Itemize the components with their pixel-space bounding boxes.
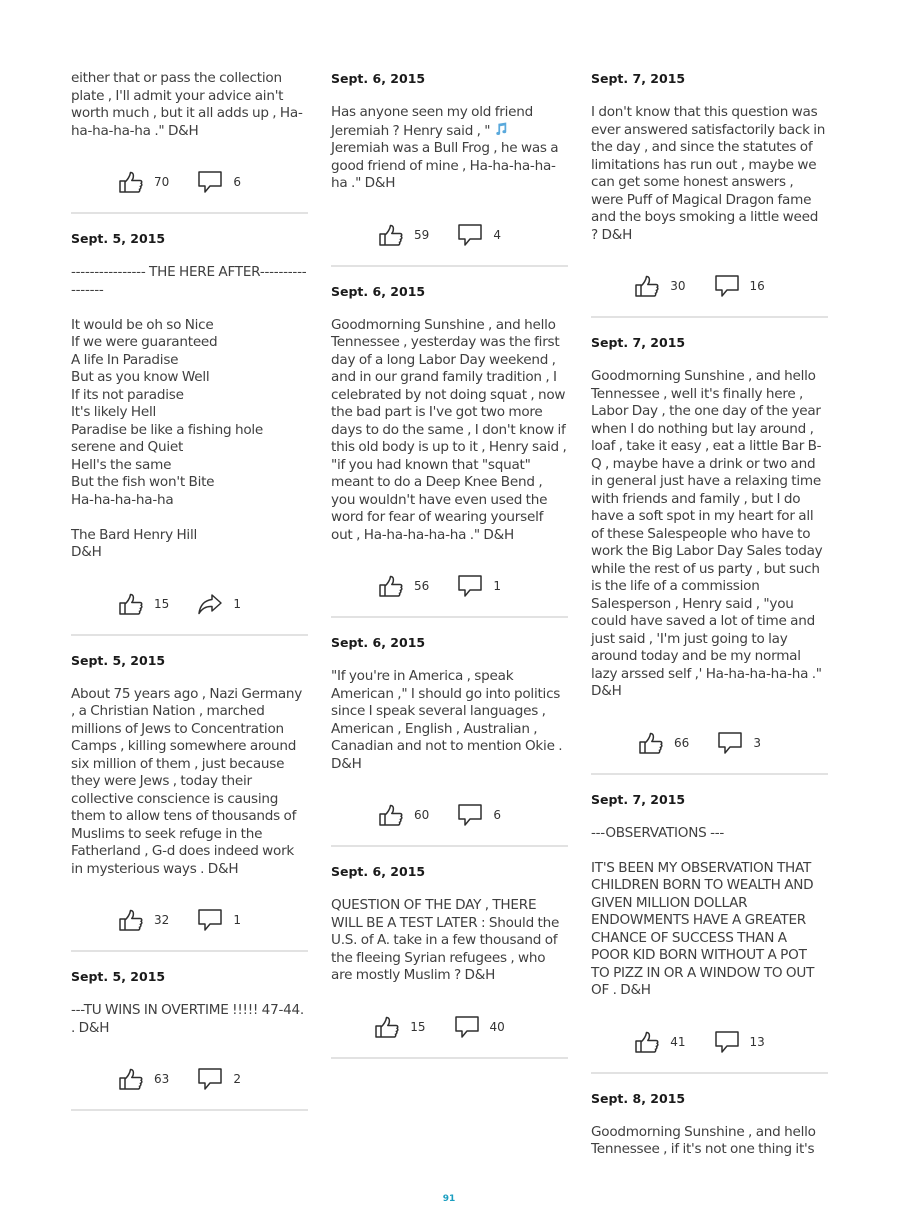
like-button[interactable] (634, 274, 685, 298)
like-count: 15 (154, 596, 170, 611)
thumbs-up-icon (378, 223, 404, 247)
comment-icon (457, 223, 483, 247)
like-button[interactable] (378, 574, 429, 598)
comment-button[interactable] (457, 803, 501, 827)
comment-count: 2 (233, 1072, 241, 1086)
post-body: QUESTION OF THE DAY , THERE WILL BE A TEST LATER : Should the U.S. of A. take in a few thousand of the fleeing Syrian refugees , who are mostly Muslim ? D&H (331, 897, 563, 983)
like-count: 30 (670, 279, 686, 293)
thumbs-up-icon (634, 1030, 660, 1054)
post-body-part: Has anyone seen my old friend Jeremiah ? Henry said , " (331, 104, 537, 139)
post-actions (331, 223, 568, 247)
divider (71, 950, 308, 952)
comment-button[interactable] (454, 1015, 505, 1039)
comment-count: 16 (749, 279, 765, 293)
like-count: 66 (674, 735, 690, 750)
divider (331, 1057, 568, 1059)
post (591, 334, 828, 775)
like-count: 60 (414, 808, 430, 822)
post-body (331, 104, 568, 193)
post-body: I don't know that this question was ever answered satisfactorily back in the day , and since the statutes of limitations has run out , maybe we can get some honest answers , were Puff of Magical Dragon fame and the boys smoking a little weed ? D&H (591, 104, 829, 243)
like-count: 70 (154, 175, 170, 189)
post-body: Goodmorning Sunshine , and hello Tennessee , if it's not one thing it's (591, 1123, 820, 1157)
like-button[interactable] (378, 223, 429, 247)
comment-count: 3 (753, 735, 761, 750)
thumbs-up-icon (374, 1015, 400, 1039)
post-actions (591, 1030, 828, 1054)
comment-icon (197, 908, 223, 932)
comment-button[interactable] (197, 170, 241, 194)
post (591, 70, 828, 318)
divider (331, 265, 568, 267)
like-button[interactable] (118, 592, 169, 616)
post-date: Sept. 7, 2015 (591, 791, 686, 807)
divider (591, 316, 828, 318)
like-button[interactable] (634, 1030, 685, 1054)
post (331, 70, 568, 267)
post (71, 70, 308, 214)
thumbs-up-icon (378, 574, 404, 598)
post (331, 863, 568, 1059)
post-actions (71, 908, 308, 932)
column-1 (71, 70, 308, 1127)
comment-button[interactable] (197, 1067, 241, 1091)
comment-button[interactable] (714, 1030, 765, 1054)
comment-button[interactable] (457, 223, 501, 247)
post-body: either that or pass the collection plate , I'll admit your advice ain't worth much , but it all adds up , Ha-ha-ha-ha-ha ." D&H (71, 70, 303, 139)
thumbs-up-icon (118, 170, 144, 194)
post-date: Sept. 5, 2015 (71, 652, 166, 668)
comment-button[interactable] (714, 274, 765, 298)
post (331, 634, 568, 847)
share-button[interactable] (197, 592, 241, 616)
post (71, 230, 308, 636)
post-body: ---OBSERVATIONS --- IT'S BEEN MY OBSERVATION THAT CHILDREN BORN TO WEALTH AND GIVEN MILLION DOLLAR ENDOWMENTS HAVE A GREATER CHANCE OF SUCCESS THAN A POOR KID BORN WITHOUT A POT TO PIZZ IN OR A WINDOW TO OUT OF . D&H (591, 824, 815, 998)
like-button[interactable] (118, 170, 169, 194)
post-date: Sept. 6, 2015 (331, 71, 426, 86)
comment-count: 13 (749, 1034, 765, 1049)
like-count: 63 (154, 1072, 170, 1086)
page-number: 91 (442, 1194, 456, 1204)
comment-icon (717, 731, 743, 755)
post-date: Sept. 7, 2015 (591, 335, 686, 350)
post-body: "If you're in America , speak American ," I should go into politics since I speak several languages , American , English , Australian , Canadian and not to mention Okie . D&H (331, 668, 566, 772)
like-button[interactable] (118, 908, 169, 932)
comment-icon (454, 1015, 480, 1039)
comment-icon (197, 1067, 223, 1091)
comment-icon (457, 574, 483, 598)
post-actions (71, 1067, 308, 1091)
divider (591, 773, 828, 775)
comment-count: 6 (493, 808, 501, 822)
comment-icon (457, 803, 483, 827)
comment-button[interactable] (717, 731, 761, 755)
post-date: Sept. 6, 2015 (331, 864, 426, 879)
comment-count: 1 (233, 913, 241, 927)
comment-button[interactable] (457, 574, 501, 598)
share-icon (197, 592, 223, 616)
thumbs-up-icon (118, 1067, 144, 1091)
post-actions (71, 592, 308, 616)
divider (331, 845, 568, 847)
like-button[interactable] (374, 1015, 425, 1039)
like-button[interactable] (378, 803, 429, 827)
post-date: Sept. 8, 2015 (591, 1090, 686, 1106)
post-body: About 75 years ago , Nazi Germany , a Christian Nation , marched millions of Jews to Concentration Camps , killing somewhere around six million of them , just because they were Jews , today their collective conscience is causing them to allow tens of thousands of Muslims to seek refuge in the Fatherland , G-d does indeed work in mysterious ways . D&H (71, 685, 306, 877)
comment-count: 1 (493, 579, 501, 593)
comment-icon (714, 1030, 740, 1054)
post-actions (71, 170, 308, 194)
post-date: Sept. 7, 2015 (591, 71, 686, 86)
post-date: Sept. 6, 2015 (331, 283, 426, 299)
thumbs-up-icon (638, 731, 664, 755)
like-count: 59 (414, 227, 430, 242)
divider (71, 1109, 308, 1111)
post-actions (331, 803, 568, 827)
like-count: 56 (414, 579, 430, 593)
comment-button[interactable] (197, 908, 241, 932)
thumbs-up-icon (634, 274, 660, 298)
post-date: Sept. 5, 2015 (71, 969, 166, 984)
post (331, 283, 571, 619)
post (591, 1090, 828, 1159)
column-2 (331, 70, 571, 1075)
divider (331, 616, 568, 618)
post-body: Goodmorning Sunshine , and hello Tennessee , yesterday was the first day of a long Labor Day weekend , and in our grand family tradition , I celebrated by not doing squat , now the bad part is I've got two more days to do the same , I don't know if this old body is up to it , Henry said , "if you had known that "squat" meant to do a Deep Knee Bend , you wouldn't have even used the word for fear of wearing yourself out , Ha-ha-ha-ha-ha ." D&H (331, 316, 571, 543)
post (591, 791, 828, 1074)
post-body: ---------------- THE HERE AFTER----------------- It would be oh so Nice If we were guaranteed A life In Paradise But as you know Well If its not paradise It's likely Hell Paradise be like a fishing hole serene and Quiet Hell's the same But the fish won't Bite Ha-ha-ha-ha-ha The Bard Henry Hill D&H (71, 264, 307, 560)
post-body: ---TU WINS IN OVERTIME !!!!! 47-44. . D&H (71, 1002, 308, 1036)
divider (71, 634, 308, 636)
comment-count: 6 (233, 175, 241, 189)
thumbs-up-icon (118, 908, 144, 932)
comment-icon (714, 274, 740, 298)
post-actions (591, 731, 828, 755)
post-actions (331, 1015, 568, 1039)
post-body-part: Jeremiah was a Bull Frog , he was a good friend of mine , Ha-ha-ha-ha-ha ." D&H (331, 122, 562, 191)
music-note-icon (494, 122, 508, 136)
column-3 (591, 70, 828, 1159)
post-actions (331, 574, 568, 598)
divider (71, 212, 308, 214)
post-body: Goodmorning Sunshine , and hello Tennessee , well it's finally here , Labor Day , the one day of the year when I do nothing but lay around , loaf , take it easy , eat a little Bar B-Q , maybe have a drink or two and in general just have a relaxing time with friends and family , but I do have a soft spot in my heart for all of these Salespeople who have to work the Big Labor Day Sales today while the rest of us party , but such is the life of a commission Salesperson , Henry said , "you could have saved a lot of time and just said , 'I'm just going to lay around today and be my normal lazy arssed self ,' Ha-ha-ha-ha-ha ." D&H (591, 368, 827, 699)
post (71, 652, 308, 953)
share-count: 1 (233, 596, 241, 611)
comment-count: 4 (493, 227, 501, 242)
post-date: Sept. 5, 2015 (71, 231, 166, 246)
like-count: 32 (154, 913, 170, 927)
post (71, 968, 308, 1111)
like-count: 15 (410, 1019, 426, 1034)
post-date: Sept. 6, 2015 (331, 635, 426, 650)
like-count: 41 (670, 1034, 686, 1049)
comment-count: 40 (489, 1019, 505, 1034)
like-button[interactable] (118, 1067, 169, 1091)
comment-icon (197, 170, 223, 194)
post-actions (591, 274, 828, 298)
thumbs-up-icon (118, 592, 144, 616)
divider (591, 1072, 828, 1074)
thumbs-up-icon (378, 803, 404, 827)
like-button[interactable] (638, 731, 689, 755)
